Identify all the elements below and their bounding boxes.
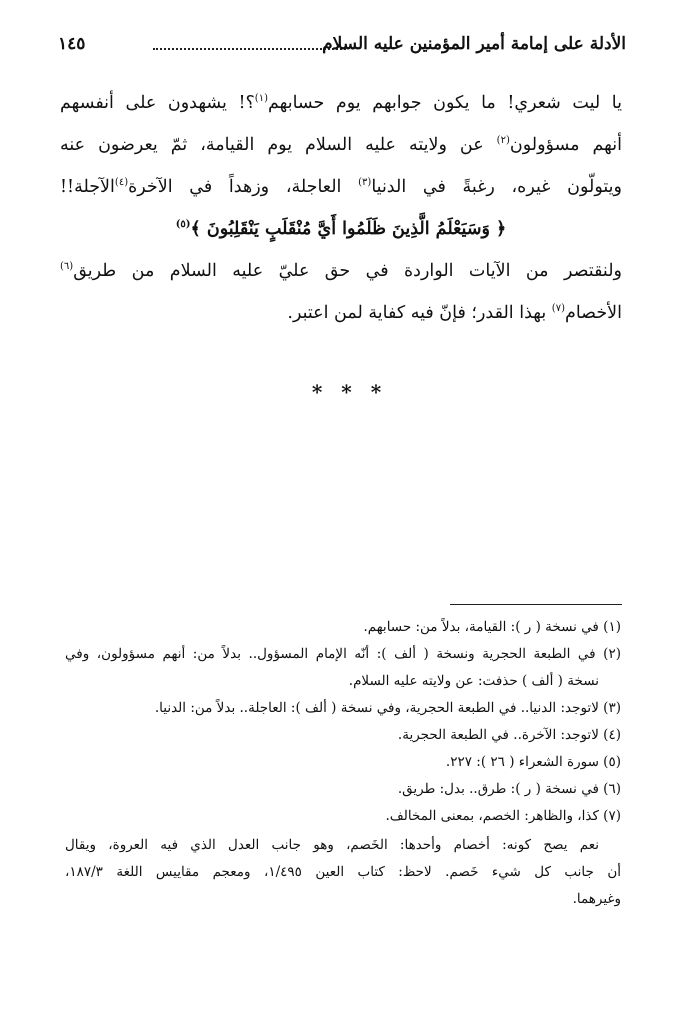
footnote-3: (٣) لاتوجد: الدنيا.. في الطبعة الحجرية، وفي نسخة ( ألف ): العاجلة.. بدلاً من: الدنيا. bbox=[154, 700, 621, 716]
footnote-ref-1[interactable]: (١) bbox=[254, 93, 268, 105]
footnote-4: (٤) لاتوجد: الآخرة.. في الطبعة الحجرية. bbox=[397, 727, 621, 743]
footnote-ref-7[interactable]: (٧) bbox=[551, 303, 565, 315]
commentary-line-2: أن جانب كل شيء خَصم. لاحظ: كتاب العين ١/٤٩٥، ومعجم مقاييس اللغة ١٨٧/٣، bbox=[65, 864, 621, 880]
footnote-ref-6[interactable]: (٦) bbox=[60, 261, 74, 273]
footnote-5: (٥) سورة الشعراء ( ٢٦ ): ٢٢٧. bbox=[445, 754, 621, 770]
commentary-line-3: وغيرهما. bbox=[572, 891, 621, 907]
footnotes bbox=[65, 614, 621, 913]
footnote-ref-5[interactable]: (٥) bbox=[175, 219, 191, 231]
footnote-1: (١) في نسخة ( ر ): القيامة، بدلاً من: حسابهم. bbox=[363, 619, 621, 635]
section-separator: * * * bbox=[311, 380, 388, 404]
page-number: ١٤٥ bbox=[58, 34, 86, 54]
header-dot-leader bbox=[153, 48, 346, 50]
running-header bbox=[58, 34, 626, 60]
text-line-2: أنهم مسؤولون$^{(٢)}$ عن ولايته عليه السلام يوم القيامة، ثمّ يعرضون عنه bbox=[60, 135, 622, 155]
footnote-2-continued: نسخة ( ألف ) حذفت: عن ولايته عليه السلام. bbox=[348, 673, 599, 689]
footnote-7: (٧) كذا، والظاهر: الخصم، بمعنى المخالف. bbox=[385, 808, 621, 824]
footnote-ref-4[interactable]: (٤) bbox=[114, 177, 129, 189]
footnote-2: (٢) في الطبعة الحجرية ونسخة ( ألف ): أنّه الإمام المسؤول.. بدلاً من: أنهم مسؤولون، وفي bbox=[65, 646, 621, 662]
commentary-line-1: نعم يصح كونه: أخصام وأحدها: الخَصم، وهو جانب العدل الذي فيه العروة، ويقال bbox=[65, 837, 599, 853]
footnote-ref-3[interactable]: (٣) bbox=[358, 177, 372, 189]
text-line-3: ويتولّون غيره، رغبةً في الدنيا$^{(٣)}$ العاجلة، وزهداً في الآخرة$^{(٤)}$الآجلة!! bbox=[60, 177, 622, 197]
chapter-title: الأدلة على إمامة أمير المؤمنين عليه السلام bbox=[322, 34, 626, 54]
footnote-rule bbox=[450, 604, 622, 605]
footnote-ref-2[interactable]: (٢) bbox=[496, 135, 510, 147]
quran-verse: ﴿ وَسَيَعْلَمُ الَّذِينَ ظَلَمُوا أَيَّ مُنْقَلَبٍ يَنْقَلِبُونَ ﴾$^{(٥)}$ bbox=[175, 219, 507, 239]
main-text bbox=[60, 82, 622, 334]
text-line-1: يا ليت شعري! ما يكون جوابهم يوم حسابهم$^{(١)}$؟! يشهدون على أنفسهم bbox=[60, 93, 622, 113]
text-line-6: الأخصام$^{(٧)}$ بهذا القدر؛ فإنّ فيه كفاية لمن اعتبر. bbox=[287, 303, 622, 323]
text-line-5: ولنقتصر من الآيات الواردة في حق عليّ عليه السلام من طريق$^{(٦)}$ bbox=[60, 261, 622, 281]
footnote-6: (٦) في نسخة ( ر ): طرق.. بدل: طريق. bbox=[397, 781, 621, 797]
footnote-7-commentary bbox=[65, 832, 621, 913]
